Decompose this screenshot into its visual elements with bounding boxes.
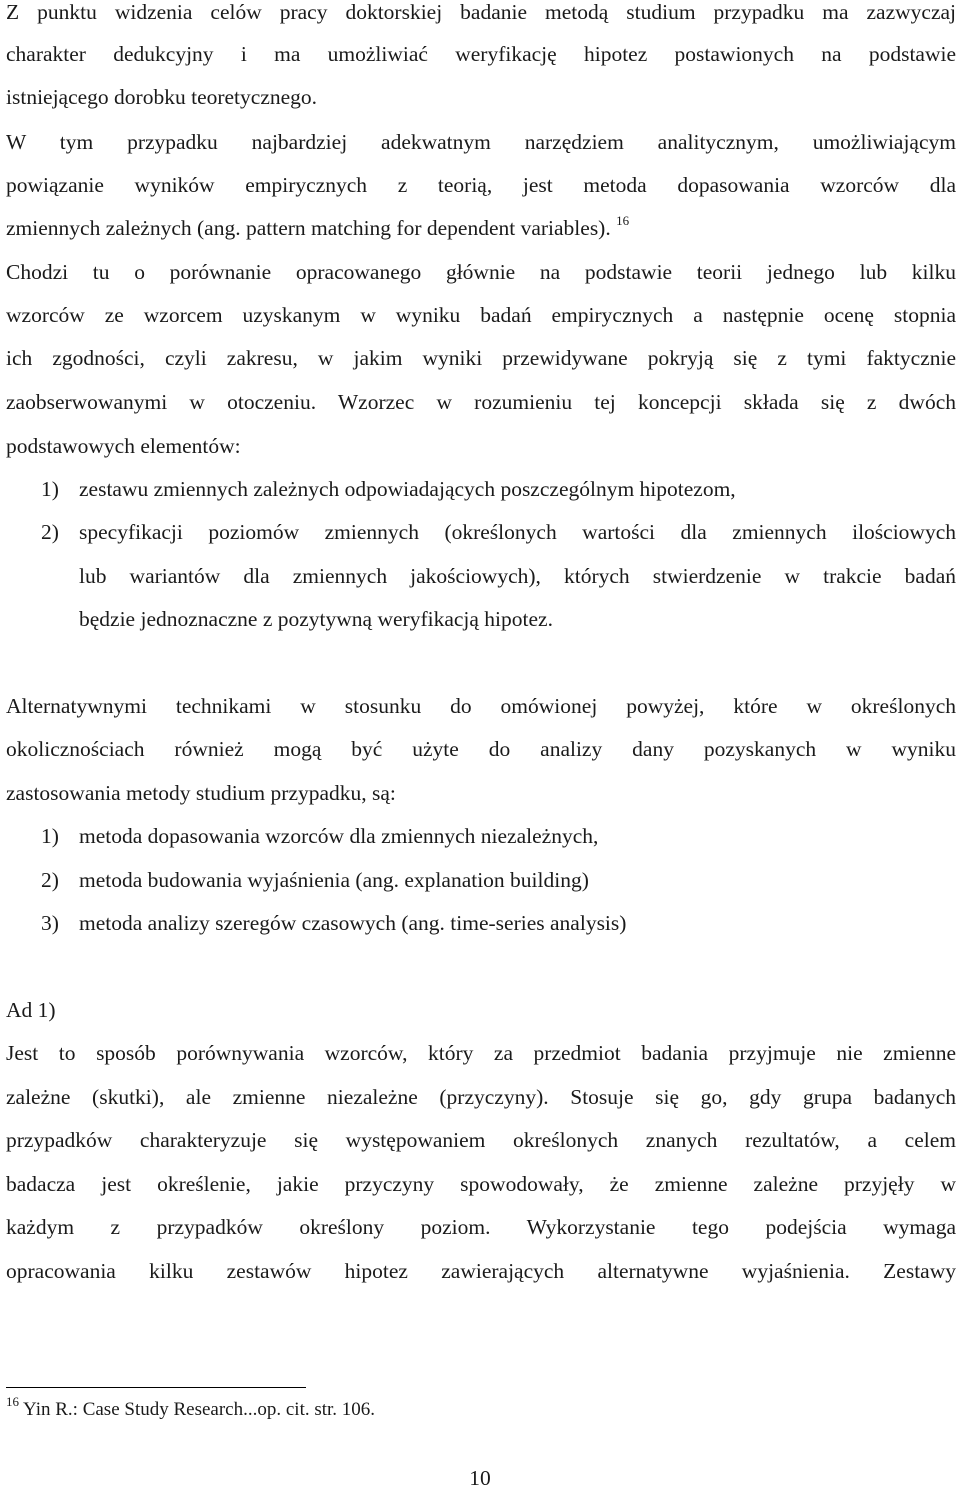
paragraph-line: wzorców ze wzorcem uzyskanym w wyniku badań empirycznych a następnie ocenę stopnia [6, 303, 956, 327]
paragraph-line: okolicznościach również mogą być użyte do analizy dany pozyskanych w wyniku [6, 737, 956, 761]
paragraph-line: opracowania kilku zestawów hipotez zawierających alternatywne wyjaśnienia. Zestawy [6, 1259, 956, 1283]
list-item-continuation: lub wariantów dla zmiennych jakościowych), których stwierdzenie w trakcie badań [79, 564, 956, 588]
paragraph-line: przypadków charakteryzuje się występowaniem określonych znanych rezultatów, a celem [6, 1128, 956, 1152]
paragraph-line: Z punktu widzenia celów pracy doktorskiej badanie metodą studium przypadku ma zazwyczaj [6, 0, 956, 24]
list-item-text: metoda analizy szeregów czasowych (ang. time-series analysis) [79, 911, 627, 935]
footnote [6, 1393, 376, 1424]
footnote-reference: 16 [616, 212, 630, 228]
list-item-number: 2) [41, 520, 59, 544]
paragraph-line: podstawowych elementów: [6, 434, 241, 458]
paragraph-line: istniejącego dorobku teoretycznego. [6, 85, 318, 109]
footnote-number: 16 [6, 1393, 19, 1409]
list-item [41, 821, 956, 851]
paragraph-line: zastosowania metody studium przypadku, są: [6, 781, 396, 805]
list-item [41, 908, 956, 938]
paragraph-line: Jest to sposób porównywania wzorców, który za przedmiot badania przyjmuje nie zmienne [6, 1041, 956, 1065]
list-item-continuation: będzie jednoznaczne z pozytywną weryfikacją hipotez. [79, 607, 553, 631]
list-item-text: metoda dopasowania wzorców dla zmiennych niezależnych, [79, 824, 599, 848]
paragraph-line: zależne (skutki), ale zmienne niezależne (przyczyny). Stosuje się go, gdy grupa badanych [6, 1085, 956, 1109]
footnote-divider [6, 1387, 306, 1388]
paragraph-line: charakter dedukcyjny i ma umożliwiać weryfikację hipotez postawionych na podstawie [6, 42, 956, 66]
list-item [41, 517, 956, 547]
list-item-number: 1) [41, 477, 59, 501]
section-heading: Ad 1) [6, 998, 56, 1022]
paragraph-line: każdym z przypadków określony poziom. Wykorzystanie tego podejścia wymaga [6, 1215, 956, 1239]
list-item-number: 3) [41, 911, 59, 935]
paragraph-line-with-footnote [6, 213, 956, 243]
paragraph-line: powiązanie wyników empirycznych z teorią, jest metoda dopasowania wzorców dla [6, 173, 956, 197]
paragraph-line: W tym przypadku najbardziej adekwatnym narzędziem analitycznym, umożliwiającym [6, 130, 956, 154]
list-item [41, 474, 956, 504]
list-item-text: specyfikacji poziomów zmiennych (określonych wartości dla zmiennych ilościowych [79, 520, 956, 544]
paragraph-line: badacza jest określenie, jakie przyczyny spowodowały, że zmienne zależne przyjęły w [6, 1172, 956, 1196]
paragraph-line: Chodzi tu o porównanie opracowanego głównie na podstawie teorii jednego lub kilku [6, 260, 956, 284]
list-item-number: 1) [41, 824, 59, 848]
paragraph-line: Alternatywnymi technikami w stosunku do omówionej powyżej, które w określonych [6, 694, 956, 718]
list-item-number: 2) [41, 868, 59, 892]
paragraph-line: zaobserwowanymi w otoczeniu. Wzorzec w rozumieniu tej koncepcji składa się z dwóch [6, 390, 956, 414]
page-number: 10 [469, 1466, 491, 1490]
list-item-text: metoda budowania wyjaśnienia (ang. explanation building) [79, 868, 589, 892]
paragraph-line-text: zmiennych zależnych (ang. pattern matching for dependent variables). [6, 216, 611, 240]
list-item-text: zestawu zmiennych zależnych odpowiadających poszczególnym hipotezom, [79, 477, 736, 501]
footnote-text: Yin R.: Case Study Research...op. cit. str. 106. [23, 1399, 376, 1420]
list-item [41, 865, 956, 895]
paragraph-line: ich zgodności, czyli zakresu, w jakim wyniki przewidywane pokryją się z tymi faktycznie [6, 346, 956, 370]
